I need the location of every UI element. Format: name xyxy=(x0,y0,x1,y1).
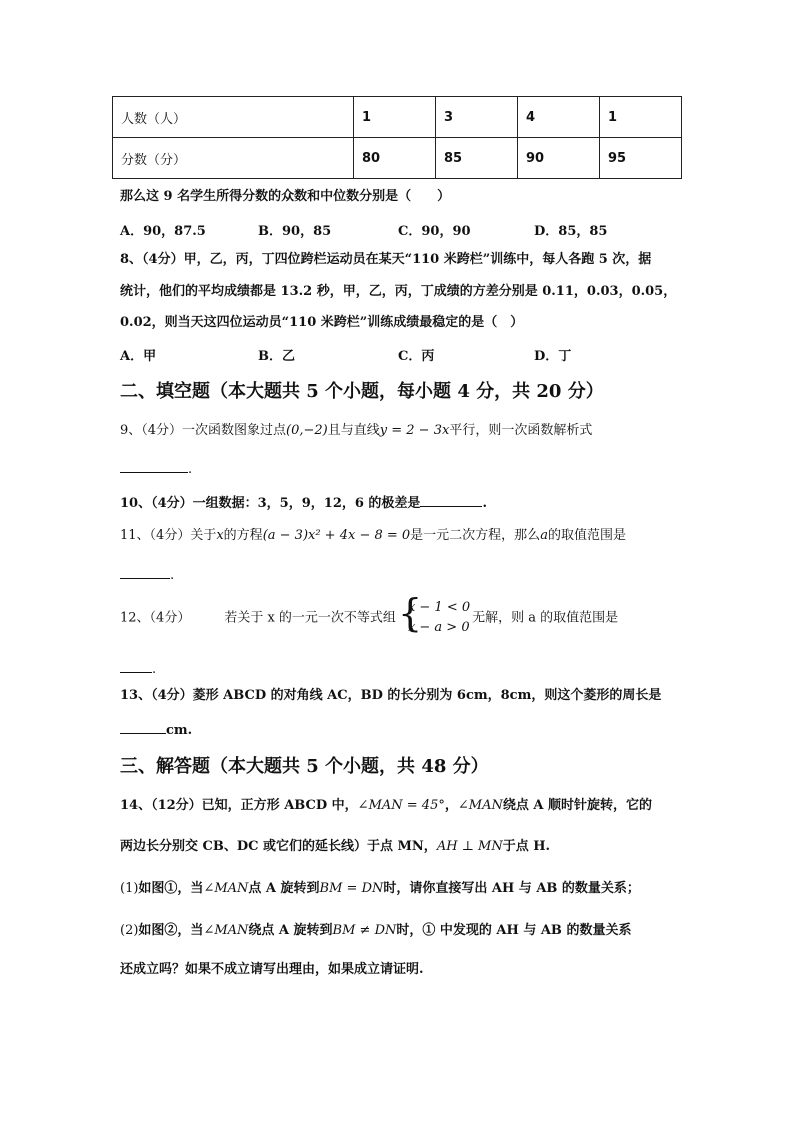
q14-line1 xyxy=(120,797,652,815)
q8-line3: 0.02，则当天这四位运动员“110 米跨栏”训练成绩最稳定的是（ ） xyxy=(120,315,524,330)
q8-line2: 统计，他们的平均成绩都是 13.2 秒，甲，乙，丙，丁成绩的方差分别是 0.11，0.03，0.05， xyxy=(120,284,677,299)
q8-options xyxy=(120,345,680,363)
q10-line: 10、（4分）一组数据：3，5，9，12，6 的极差是 . xyxy=(120,492,487,513)
answer-blank[interactable] xyxy=(420,492,482,507)
option-b: B．乙 xyxy=(258,349,295,364)
table-cell: 1 xyxy=(354,97,436,138)
inequality-system xyxy=(397,591,471,638)
q14-sep: ， xyxy=(444,798,458,813)
q14-p1-a: 如图①，当 xyxy=(138,881,204,896)
q12-line1 xyxy=(120,591,619,639)
q14-p2-b: 绕点 A 旋转到 xyxy=(248,923,333,938)
q14-line2 xyxy=(120,838,550,856)
q14-perp: AH ⊥ MN xyxy=(436,839,503,854)
answer-blank[interactable] xyxy=(120,658,152,673)
option-c: C．90，90 xyxy=(398,224,471,239)
q14-angle: ∠MAN xyxy=(457,798,503,813)
table-row xyxy=(113,138,682,179)
option-d: D．85，85 xyxy=(534,224,608,239)
q11-answer: . xyxy=(120,564,174,585)
q14-line5: 还成立吗？如果不成立请写出理由，如果成立请证明. xyxy=(120,962,424,977)
q11-line1 xyxy=(120,527,626,545)
q11-var-a: a xyxy=(540,528,548,543)
q9-middle: 且与直线 xyxy=(327,423,380,438)
q12-suffix: 无解，则 a 的取值范围是 xyxy=(472,610,619,626)
inequality-1: x − 1 < 0 xyxy=(407,600,471,615)
section-heading-solutions: 三、解答题（本大题共 5 个小题，共 48 分） xyxy=(120,756,489,777)
answer-blank[interactable] xyxy=(120,458,188,473)
table-row-header: 人数（人） xyxy=(113,97,354,138)
table-cell: 1 xyxy=(599,97,681,138)
table-cell: 3 xyxy=(436,97,518,138)
q7-question: 那么这 9 名学生所得分数的众数和中位数分别是（ ） xyxy=(120,189,451,204)
q9-prefix: 9、（4分）一次函数图象过点 xyxy=(120,423,287,438)
q14-p2-angle: ∠MAN xyxy=(203,923,249,938)
answer-blank[interactable] xyxy=(120,564,170,579)
q11-equation: (a − 3)x² + 4x − 8 = 0 xyxy=(262,528,411,543)
table-cell: 80 xyxy=(354,138,436,179)
q14-p2-c: 时，① 中发现的 AH 与 AB 的数量关系 xyxy=(396,923,632,938)
q9-line-equation: y = 2 − 3x xyxy=(379,423,450,438)
option-a: A．90，87.5 xyxy=(120,224,206,239)
q13-unit: cm. xyxy=(166,723,193,738)
q8-line1: 8、（4分）甲，乙，丙，丁四位跨栏运动员在某天“110 米跨栏”训练中，每人各跑 5 次，据 xyxy=(120,252,652,267)
table-row xyxy=(113,97,682,138)
table-cell: 85 xyxy=(436,138,518,179)
table-cell: 90 xyxy=(517,138,599,179)
q11-var-x: x xyxy=(216,528,224,543)
q13-line1: 13、（4分）菱形 ABCD 的对角线 AC，BD 的长分别为 6cm，8cm，则这个菱形的周长是 xyxy=(120,688,662,703)
score-table xyxy=(112,96,682,179)
option-b: B．90，85 xyxy=(258,224,332,239)
q11-suffix: 的取值范围是 xyxy=(547,528,626,543)
q13-answer xyxy=(120,719,192,740)
q11-mid2: 是一元二次方程，那么 xyxy=(410,528,541,543)
q10-text: 10、（4分）一组数据：3，5，9，12，6 的极差是 xyxy=(120,496,421,511)
part-number: (2) xyxy=(120,923,139,938)
q14-p1-eq: BM = DN xyxy=(319,881,384,896)
answer-blank[interactable] xyxy=(120,719,166,734)
table-cell: 4 xyxy=(517,97,599,138)
brace-icon: { xyxy=(397,591,423,635)
q14-angle-eq: ∠MAN = 45° xyxy=(357,798,445,813)
q14-p1-angle: ∠MAN xyxy=(203,881,249,896)
q9-suffix: 平行，则一次函数解析式 xyxy=(449,423,593,438)
q14-line2b: 于点 H. xyxy=(502,839,551,854)
q7-options xyxy=(120,220,680,238)
table-row-header: 分数（分） xyxy=(113,138,354,179)
inequality-2: x − a > 0 xyxy=(407,620,470,635)
q9-point: (0,−2) xyxy=(286,423,328,438)
q9-line1 xyxy=(120,422,592,440)
option-d: D．丁 xyxy=(534,349,572,364)
q14-prefix: 14、（12分）已知，正方形 ABCD 中， xyxy=(120,798,358,813)
q12-prefix: 12、（4分） xyxy=(120,610,191,626)
part-number: (1) xyxy=(120,881,139,896)
section-heading-fill-in: 二、填空题（本大题共 5 个小题，每小题 4 分，共 20 分） xyxy=(120,381,604,402)
option-c: C．丙 xyxy=(398,349,435,364)
option-a: A．甲 xyxy=(120,349,157,364)
q14-suffix: 绕点 A 顺时针旋转，它的 xyxy=(502,798,652,813)
q14-part2 xyxy=(120,922,631,940)
q14-part1 xyxy=(120,880,640,898)
q12-answer: . xyxy=(120,658,156,679)
q11-mid: 的方程 xyxy=(223,528,263,543)
table-cell: 95 xyxy=(599,138,681,179)
q14-p1-c: 时，请你直接写出 AH 与 AB 的数量关系； xyxy=(383,881,640,896)
q14-line2a: 两边长分别交 CB、DC 或它们的延长线）于点 MN， xyxy=(120,839,437,854)
q14-p1-b: 点 A 旋转到 xyxy=(248,881,320,896)
q14-p2-eq: BM ≠ DN xyxy=(332,923,397,938)
q12-text: 若关于 x 的一元一次不等式组 xyxy=(224,610,396,626)
q11-prefix: 11、（4分）关于 xyxy=(120,528,217,543)
q14-p2-a: 如图②，当 xyxy=(138,923,204,938)
q9-answer: . xyxy=(120,458,192,479)
